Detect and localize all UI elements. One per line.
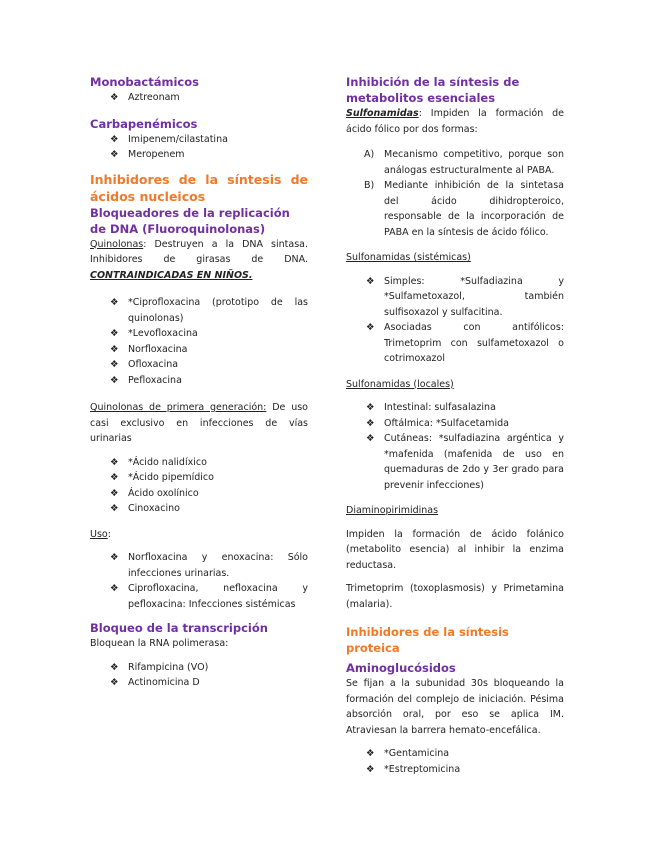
right-column — [346, 74, 564, 777]
list-item: ❖ Simples: *Sulfadiazina y *Sulfametoxazol, también sulfisoxazol y sulfacitina. — [366, 275, 564, 318]
transcripcion-paragraph: Bloquean la RNA polimerasa: — [90, 638, 229, 649]
primera-generacion-list — [90, 455, 308, 517]
list-item: ❖ Ciprofloxacina, nefloxacina y pefloxacina: Infecciones sistémicas — [110, 583, 308, 610]
diamond-bullet-icon: ❖ — [110, 456, 119, 468]
list-item: ❖ Actinomicina D — [90, 675, 308, 691]
list-item: ❖ Imipenem/cilastatina — [90, 132, 308, 148]
list-item: ❖ Intestinal: sulfasalazina — [346, 400, 564, 416]
list-item: ❖ Cinoxacino — [90, 501, 308, 517]
left-column — [90, 74, 308, 691]
diamond-bullet-icon: ❖ — [366, 433, 375, 444]
dna-replication-heading: Bloqueadores de la replicación de DNA (Fluoroquinolonas) — [90, 205, 290, 236]
carbapenemicos-list — [90, 132, 308, 163]
sistemicas-label: Sulfonamidas (sistémicas) — [346, 252, 471, 263]
diamond-bullet-icon: ❖ — [110, 374, 119, 386]
diamond-bullet-icon: ❖ — [110, 661, 119, 673]
diamond-bullet-icon: ❖ — [366, 417, 375, 429]
diamond-bullet-icon: ❖ — [110, 583, 119, 594]
quinolonas-list — [90, 295, 308, 388]
nucleicos-heading: Inhibidores de la síntesis de ácidos nucleicos — [90, 171, 308, 204]
trimetoprim-paragraph: Trimetoprim (toxoplasmosis) y Primetamina (malaria). — [346, 583, 564, 610]
aminoglucosidos-heading: Aminoglucósidos — [346, 661, 456, 675]
locales-label: Sulfonamidas (locales) — [346, 378, 454, 390]
list-item: ❖ Pefloxacina — [90, 373, 308, 389]
uso-list — [90, 550, 308, 612]
list-item: ❖ *Levofloxacina — [90, 326, 308, 342]
diamond-bullet-icon: ❖ — [110, 487, 119, 499]
locales-list — [346, 400, 564, 493]
diamond-bullet-icon: ❖ — [110, 472, 119, 483]
list-item: ❖ Aztreonam — [90, 90, 308, 106]
monobactamicos-list — [90, 90, 308, 106]
list-item: ❖ Oftálmica: *Sulfacetamida — [346, 416, 564, 432]
diamino-paragraph: Impiden la formación de ácido folánico (metabolito esencia) al inhibir la enzima reductasa. — [346, 528, 564, 571]
list-item: ❖ *Gentamicina — [346, 746, 564, 762]
diamond-bullet-icon: ❖ — [366, 402, 375, 413]
list-item: ❖ Ofloxacina — [90, 357, 308, 373]
diamond-bullet-icon: ❖ — [110, 328, 119, 339]
metabolitos-heading: Inhibición de la síntesis de metabolitos esenciales — [346, 75, 520, 105]
primera-generacion-paragraph: Quinolonas de primera generación: De uso casi exclusivo en infecciones de vías urinarias — [90, 402, 308, 444]
diamino-label: Diaminopirimidinas — [346, 505, 439, 516]
diamond-bullet-icon: ❖ — [366, 322, 375, 333]
list-item: ❖ Meropenem — [90, 147, 308, 163]
diamond-bullet-icon: ❖ — [366, 275, 375, 287]
diamond-bullet-icon: ❖ — [110, 92, 119, 103]
diamond-bullet-icon: ❖ — [110, 343, 119, 355]
sulfonamidas-paragraph: Sulfonamidas: Impiden la formación de ácido fólico por dos formas: — [346, 108, 564, 135]
diamond-bullet-icon: ❖ — [366, 748, 375, 759]
list-item: ❖ *Ciprofloxacina (prototipo de las quinolonas) — [110, 297, 308, 324]
quinolonas-paragraph: Quinolonas: Destruyen a la DNA sintasa. Inhibidores de girasas de DNA. CONTRAINDICADAS EN NIÑOS. — [90, 238, 308, 281]
list-item: ❖ Rifampicina (VO) — [90, 660, 308, 676]
list-item: ❖ Norfloxacina y enoxacina: Sólo infecciones urinarias. — [110, 552, 308, 579]
diamond-bullet-icon: ❖ — [110, 149, 119, 160]
list-item: ❖ Ácido oxolínico — [90, 486, 308, 502]
monobactamicos-heading: Monobactámicos — [90, 75, 199, 89]
uso-paragraph: Uso: — [90, 528, 111, 540]
aminoglucosidos-list — [346, 746, 564, 777]
proteica-heading: Inhibidores de la síntesis proteica — [346, 625, 509, 655]
formas-list — [346, 147, 564, 240]
carbapenemicos-heading: Carbapenémicos — [90, 116, 198, 131]
list-item: B) Mediante inhibición de la sintetasa del ácido dihidropteroico, responsable de la incorporación de PABA en la síntesis de ácido fólico. — [364, 180, 564, 238]
diamond-bullet-icon: ❖ — [110, 552, 119, 563]
list-item: ❖ *Ácido pipemídico — [90, 470, 308, 486]
diamond-bullet-icon: ❖ — [110, 503, 119, 514]
diamond-bullet-icon: ❖ — [366, 763, 375, 775]
list-item: ❖ *Ácido nalidíxico — [90, 455, 308, 471]
aminoglucosidos-paragraph: Se fijan a la subunidad 30s bloqueando la formación del complejo de iniciación. Pésima absorción oral, por eso se aplica IM. Atraviesan la barrera hemato-encefálica. — [346, 678, 564, 736]
list-item: A) Mecanismo competitivo, porque son análogas estructuralmente al PABA. — [364, 149, 564, 176]
list-item: ❖ Asociadas con antifólicos: Trimetoprim con sulfametoxazol o cotrimoxazol — [366, 322, 564, 364]
diamond-bullet-icon: ❖ — [110, 359, 119, 370]
transcripcion-list — [90, 660, 308, 691]
transcripcion-heading: Bloqueo de la transcripción — [90, 621, 268, 635]
sistemicas-list — [346, 274, 564, 367]
diamond-bullet-icon: ❖ — [110, 297, 119, 308]
diamond-bullet-icon: ❖ — [110, 677, 119, 688]
list-item: ❖ Cutáneas: *sulfadiazina argéntica y *mafenida (mafenida de uso en quemaduras de 2do y 3er grado para prevenir infecciones) — [366, 433, 564, 491]
list-item: ❖ *Estreptomicina — [346, 762, 564, 778]
diamond-bullet-icon: ❖ — [110, 133, 119, 145]
list-item: ❖ Norfloxacina — [90, 342, 308, 358]
